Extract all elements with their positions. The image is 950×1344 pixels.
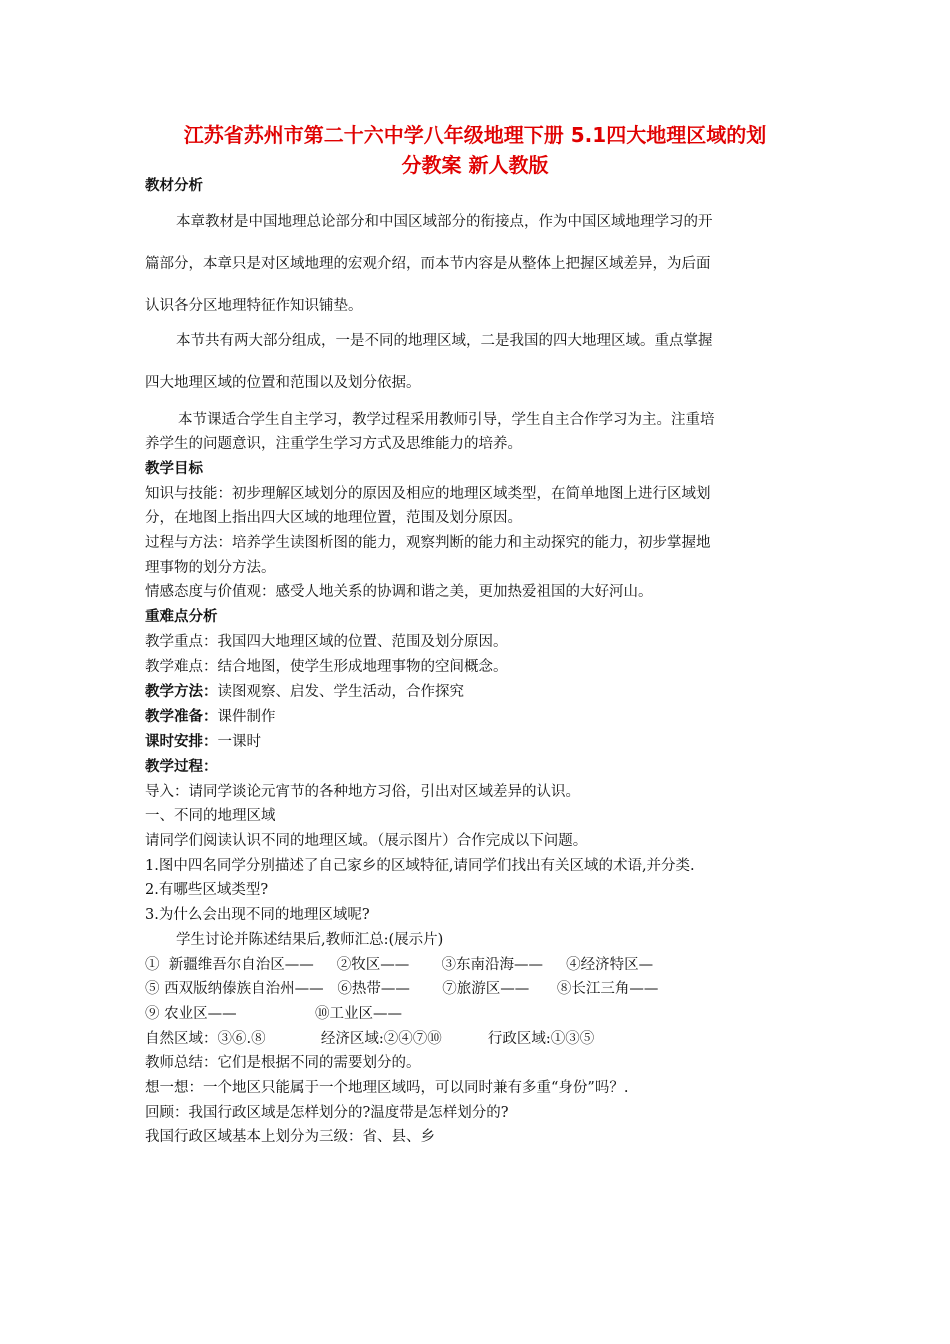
paragraph-line: 教师总结：它们是根据不同的需要划分的。 (145, 1055, 421, 1071)
time-label: 课时安排： (145, 734, 218, 750)
paragraph-line: 学生讨论并陈述结果后,教师汇总:(展示片) (176, 932, 444, 948)
paragraph-line: 四大地理区域的位置和范围以及划分依据。 (145, 375, 421, 391)
paragraph-line: 教学难点：结合地图，使学生形成地理事物的空间概念。 (145, 659, 508, 675)
time-line (145, 731, 815, 753)
paragraph-line: 3.为什么会出现不同的地理区域呢? (145, 907, 370, 923)
paragraph-line: 教学重点：我国四大地理区域的位置、范围及划分原因。 (145, 634, 508, 650)
section-heading-key-points: 重难点分析 (145, 609, 218, 625)
prep-label: 教学准备： (145, 709, 218, 725)
paragraph-line: 请同学们阅读认识不同的地理区域。（展示图片）合作完成以下问题。 (145, 833, 588, 849)
title-line-1: 江苏省苏州市第二十六中学八年级地理下册 5.1四大地理区域的划 (183, 123, 767, 147)
section-heading-goals: 教学目标 (145, 461, 203, 477)
paragraph-line: 情感态度与价值观：感受人地关系的协调和谐之美，更加热爱祖国的大好河山。 (145, 584, 653, 600)
paragraph-line: 导入：请同学谈论元宵节的各种地方习俗，引出对区域差异的认识。 (145, 784, 580, 800)
method-text: 读图观察、启发、学生活动，合作探究 (217, 684, 464, 700)
section-heading-process: 教学过程： (145, 759, 218, 775)
time-text: 一课时 (217, 734, 261, 750)
paragraph-line: 自然区域：③⑥.⑧ 经济区域:②④⑦⑩ 行政区域:①③⑤ (145, 1031, 595, 1047)
paragraph-line: 分，在地图上指出四大区域的地理位置，范围及划分原因。 (145, 510, 522, 526)
paragraph-line: 本章教材是中国地理总论部分和中国区域部分的衔接点，作为中国区域地理学习的开 (176, 214, 713, 230)
paragraph-line: ⑤ 西双版纳傣族自治州—— ⑥热带—— ⑦旅游区—— ⑧长江三角—— (145, 981, 659, 997)
paragraph-line: ⑨ 农业区—— ⑩工业区—— (145, 1006, 402, 1022)
paragraph-line: 过程与方法：培养学生读图析图的能力，观察判断的能力和主动探究的能力，初步掌握地 (145, 535, 711, 551)
paragraph-line: 篇部分，本章只是对区域地理的宏观介绍，而本节内容是从整体上把握区域差异，为后面 (145, 256, 711, 272)
paragraph-line: 本节共有两大部分组成，一是不同的地理区域，二是我国的四大地理区域。重点掌握 (176, 333, 713, 349)
paragraph-line: 1.图中四名同学分别描述了自己家乡的区域特征,请同学们找出有关区域的术语,并分类. (145, 858, 695, 874)
paragraph-line: 一、不同的地理区域 (145, 808, 276, 824)
paragraph-line: 我国行政区域基本上划分为三级：省、县、乡 (145, 1129, 435, 1145)
method-line (145, 681, 815, 703)
paragraph-line: 知识与技能：初步理解区域划分的原因及相应的地理区域类型，在简单地图上进行区域划 (145, 486, 711, 502)
paragraph-line: 回顾：我国行政区域是怎样划分的?温度带是怎样划分的? (145, 1105, 509, 1121)
title-line-2: 分教案 新人教版 (401, 153, 549, 177)
prep-text: 课件制作 (217, 709, 276, 725)
method-label: 教学方法： (145, 684, 218, 700)
paragraph-line: 2.有哪些区域类型? (145, 882, 269, 898)
paragraph-line: 想一想：一个地区只能属于一个地理区域吗，可以同时兼有多重“身份”吗？. (145, 1080, 629, 1096)
paragraph-line: 理事物的划分方法。 (145, 560, 276, 576)
paragraph-line: 认识各分区地理特征作知识铺垫。 (145, 298, 363, 314)
section-heading-analysis: 教材分析 (145, 178, 203, 194)
document-title (140, 120, 810, 180)
paragraph-line: 本节课适合学生自主学习，教学过程采用教师引导，学生自主合作学习为主。注重培 (178, 412, 715, 428)
paragraph-line: ① 新疆维吾尔自治区—— ②牧区—— ③东南沿海—— ④经济特区— (145, 957, 654, 973)
paragraph-line: 养学生的问题意识，注重学生学习方式及思维能力的培养。 (145, 436, 522, 452)
prep-line (145, 706, 815, 728)
